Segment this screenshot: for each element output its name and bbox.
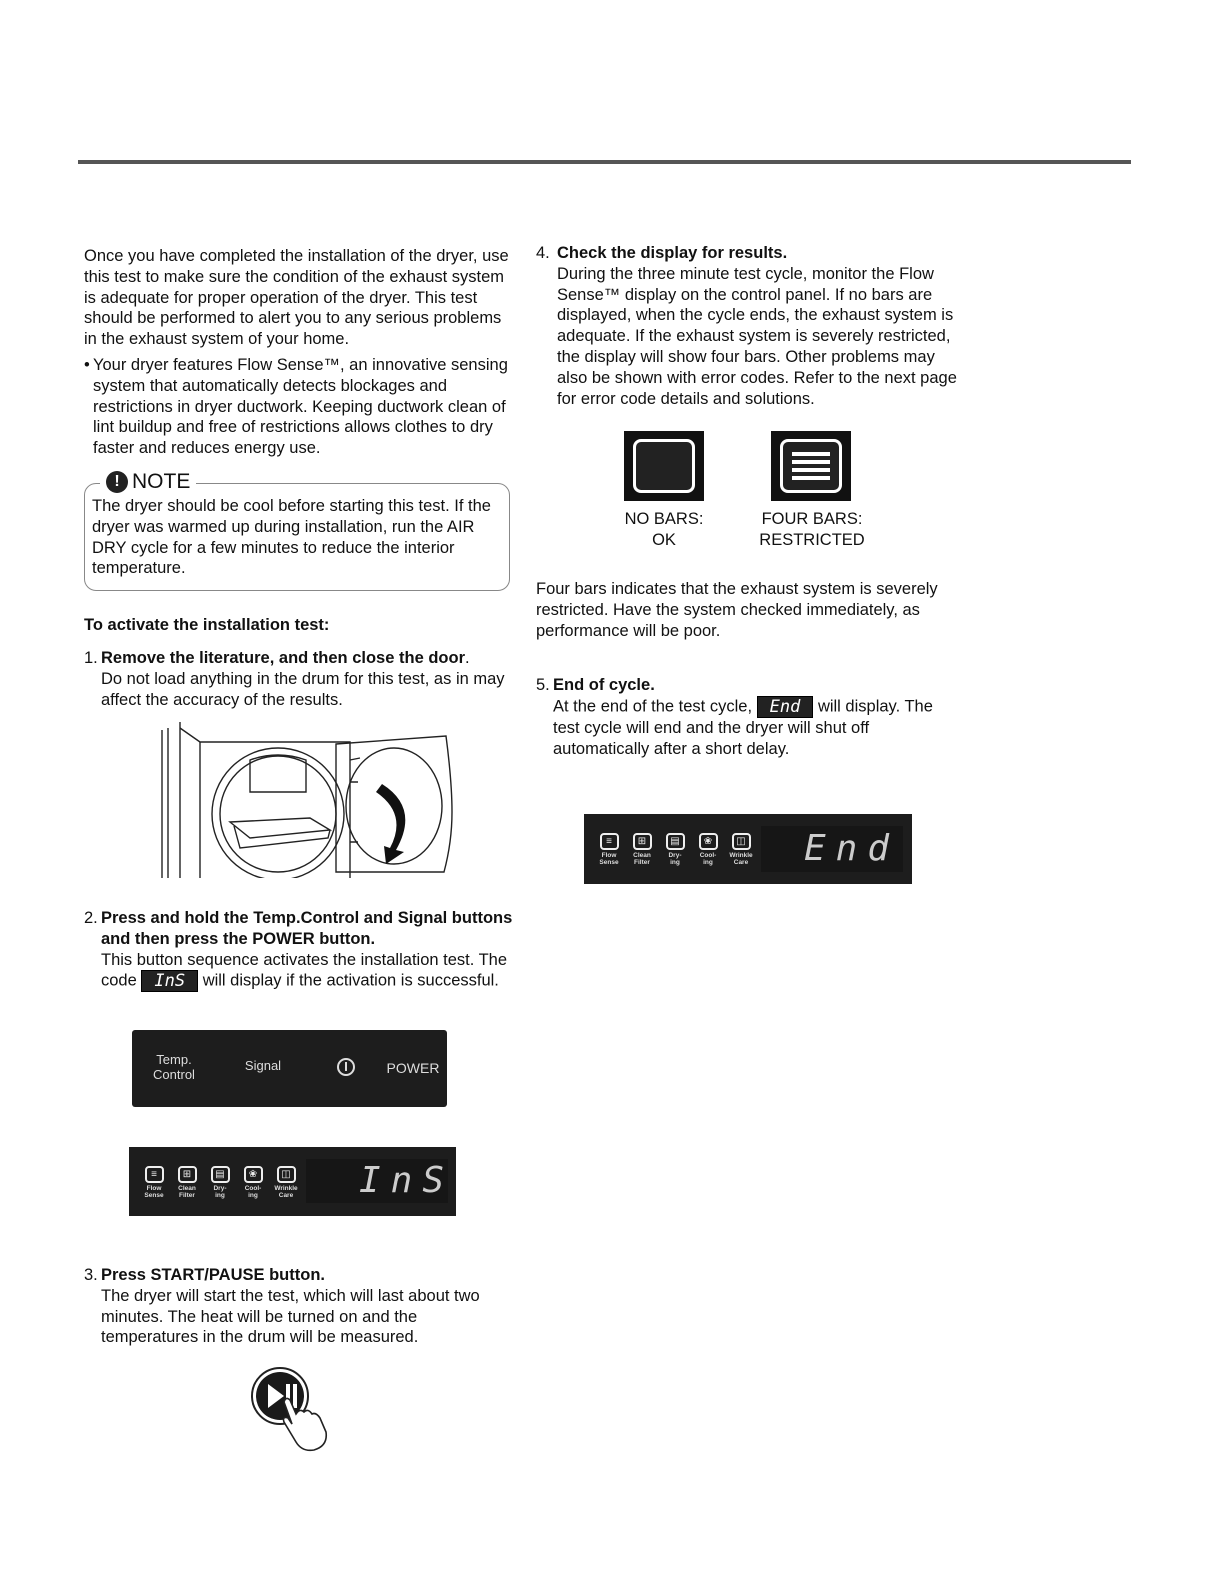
step1-title-end: .	[465, 649, 470, 667]
header-rule	[78, 160, 1131, 164]
step2	[84, 908, 514, 992]
step5	[536, 675, 961, 759]
status-drying: ▤ Dry- ing	[207, 1166, 233, 1199]
step4-text: During the three minute test cycle, monitor the Flow Sense™ display on the control panel. If no bars are displayed, when the cycle ends, the exhaust system is adequate. If the exhaust system is severely restricted, the display will show four bars. Other problems may also be shown with error codes. Refer to the next page for error code details and solutions.	[557, 264, 957, 408]
clean-filter-icon: ⊞	[178, 1166, 197, 1183]
display-end-text: End	[804, 828, 900, 869]
drying-icon: ▤	[666, 833, 685, 850]
intro-paragraph: Once you have completed the installation of the dryer, use this test to make sure the condition of the exhaust system is adequate for proper operation of the dryer. This test should be performed to alert you to any serious problems in the exhaust system of your home.	[84, 247, 509, 349]
status-drying: ▤ Dry- ing	[662, 833, 688, 866]
display-panel-end	[584, 814, 912, 884]
step5-text-b: will display. The test cycle will end and the dryer will shut off automatically after a short delay.	[553, 697, 933, 758]
step5-title: End of cycle.	[553, 676, 655, 694]
step1-title: Remove the literature, and then close the door	[101, 649, 465, 667]
status-wrinkle-care: ◫ Wrinkle Care	[728, 833, 754, 866]
power-icon[interactable]	[337, 1058, 355, 1076]
bullet-dot: •	[84, 356, 90, 374]
step4-title: Check the display for results.	[557, 244, 788, 262]
control-panel	[132, 1030, 447, 1107]
note-heading	[100, 470, 196, 494]
temp-label-line2: Control	[153, 1067, 195, 1082]
four-bars-display	[771, 431, 851, 501]
wrinkle-care-icon: ◫	[732, 833, 751, 850]
start-pause-icon[interactable]	[250, 1366, 334, 1452]
bar-4	[792, 476, 830, 480]
temp-label-line1: Temp.	[156, 1052, 192, 1067]
status-cooling: ❀ Cool- ing	[240, 1166, 266, 1199]
clean-filter-icon: ⊞	[633, 833, 652, 850]
note-text: The dryer should be cool before starting this test. If the dryer was warmed up during installation, run the AIR DRY cycle for a few minutes to reduce the interior temperature.	[92, 497, 491, 578]
intro-bullet	[84, 355, 514, 459]
cooling-icon: ❀	[244, 1166, 263, 1183]
status-clean-filter: ⊞ Clean Filter	[629, 833, 655, 866]
step5-text-a: At the end of the test cycle,	[553, 697, 753, 716]
no-bars-caption: NO BARS: OK	[624, 510, 704, 549]
step1-text: Do not load anything in the drum for this test, as in may affect the accuracy of the results.	[101, 669, 505, 709]
drying-icon: ▤	[211, 1166, 230, 1183]
step4	[536, 243, 961, 409]
bar-2	[792, 460, 830, 464]
activate-heading: To activate the installation test:	[84, 616, 330, 634]
flow-sense-icon: ≡	[600, 833, 619, 850]
step2-number: 2.	[84, 909, 98, 927]
warning-icon: !	[106, 471, 128, 493]
temp-control-button[interactable]	[150, 1052, 198, 1082]
status-flow-sense: ≡ Flow Sense	[141, 1166, 167, 1199]
step1-number: 1.	[84, 649, 98, 667]
signal-button[interactable]: Signal	[244, 1058, 282, 1073]
bullet-text: Your dryer features Flow Sense™, an innovative sensing system that automatically detects blockages and restrictions in dryer ductwork. Keeping ductwork clean of lint buildup and free of restrictions allows clothes to dry faster and reduces energy use.	[93, 356, 508, 458]
status-flow-sense: ≡ Flow Sense	[596, 833, 622, 866]
bar-3	[792, 468, 830, 472]
step3-text: The dryer will start the test, which will last about two minutes. The heat will be turned on and the temperatures in the drum will be measured.	[101, 1286, 480, 1347]
dryer-door-illustration	[160, 722, 456, 878]
four-bars-explanation: Four bars indicates that the exhaust system is severely restricted. Have the system checked immediately, as performance will be poor.	[536, 580, 938, 640]
wrinkle-care-icon: ◫	[277, 1166, 296, 1183]
bar-1	[792, 452, 830, 456]
step3-number: 3.	[84, 1266, 98, 1284]
four-bars-caption: FOUR BARS: RESTRICTED	[759, 510, 865, 549]
ins-code-badge: InS	[141, 970, 198, 992]
end-code-badge: End	[757, 696, 814, 718]
display-ins-text: InS	[359, 1160, 455, 1201]
note-title: NOTE	[132, 470, 191, 493]
display-panel-ins	[129, 1147, 456, 1216]
step1	[84, 648, 514, 710]
step3-title: Press START/PAUSE button.	[101, 1266, 325, 1284]
step4-number: 4.	[536, 244, 550, 262]
step3	[84, 1265, 514, 1348]
status-icon-row-end	[596, 833, 754, 866]
status-cooling: ❀ Cool- ing	[695, 833, 721, 866]
step2-text-b: will display if the activation is successful.	[202, 971, 499, 990]
power-button[interactable]: POWER	[386, 1060, 440, 1076]
no-bars-display	[624, 431, 704, 501]
flow-sense-icon: ≡	[145, 1166, 164, 1183]
step2-text-a: This button sequence activates the installation test. The code	[101, 950, 508, 990]
step2-title: Press and hold the Temp.Control and Signal buttons and then press the POWER button.	[101, 909, 513, 948]
status-icon-row	[141, 1166, 299, 1199]
cooling-icon: ❀	[699, 833, 718, 850]
step5-number: 5.	[536, 676, 550, 694]
status-wrinkle-care: ◫ Wrinkle Care	[273, 1166, 299, 1199]
status-clean-filter: ⊞ Clean Filter	[174, 1166, 200, 1199]
